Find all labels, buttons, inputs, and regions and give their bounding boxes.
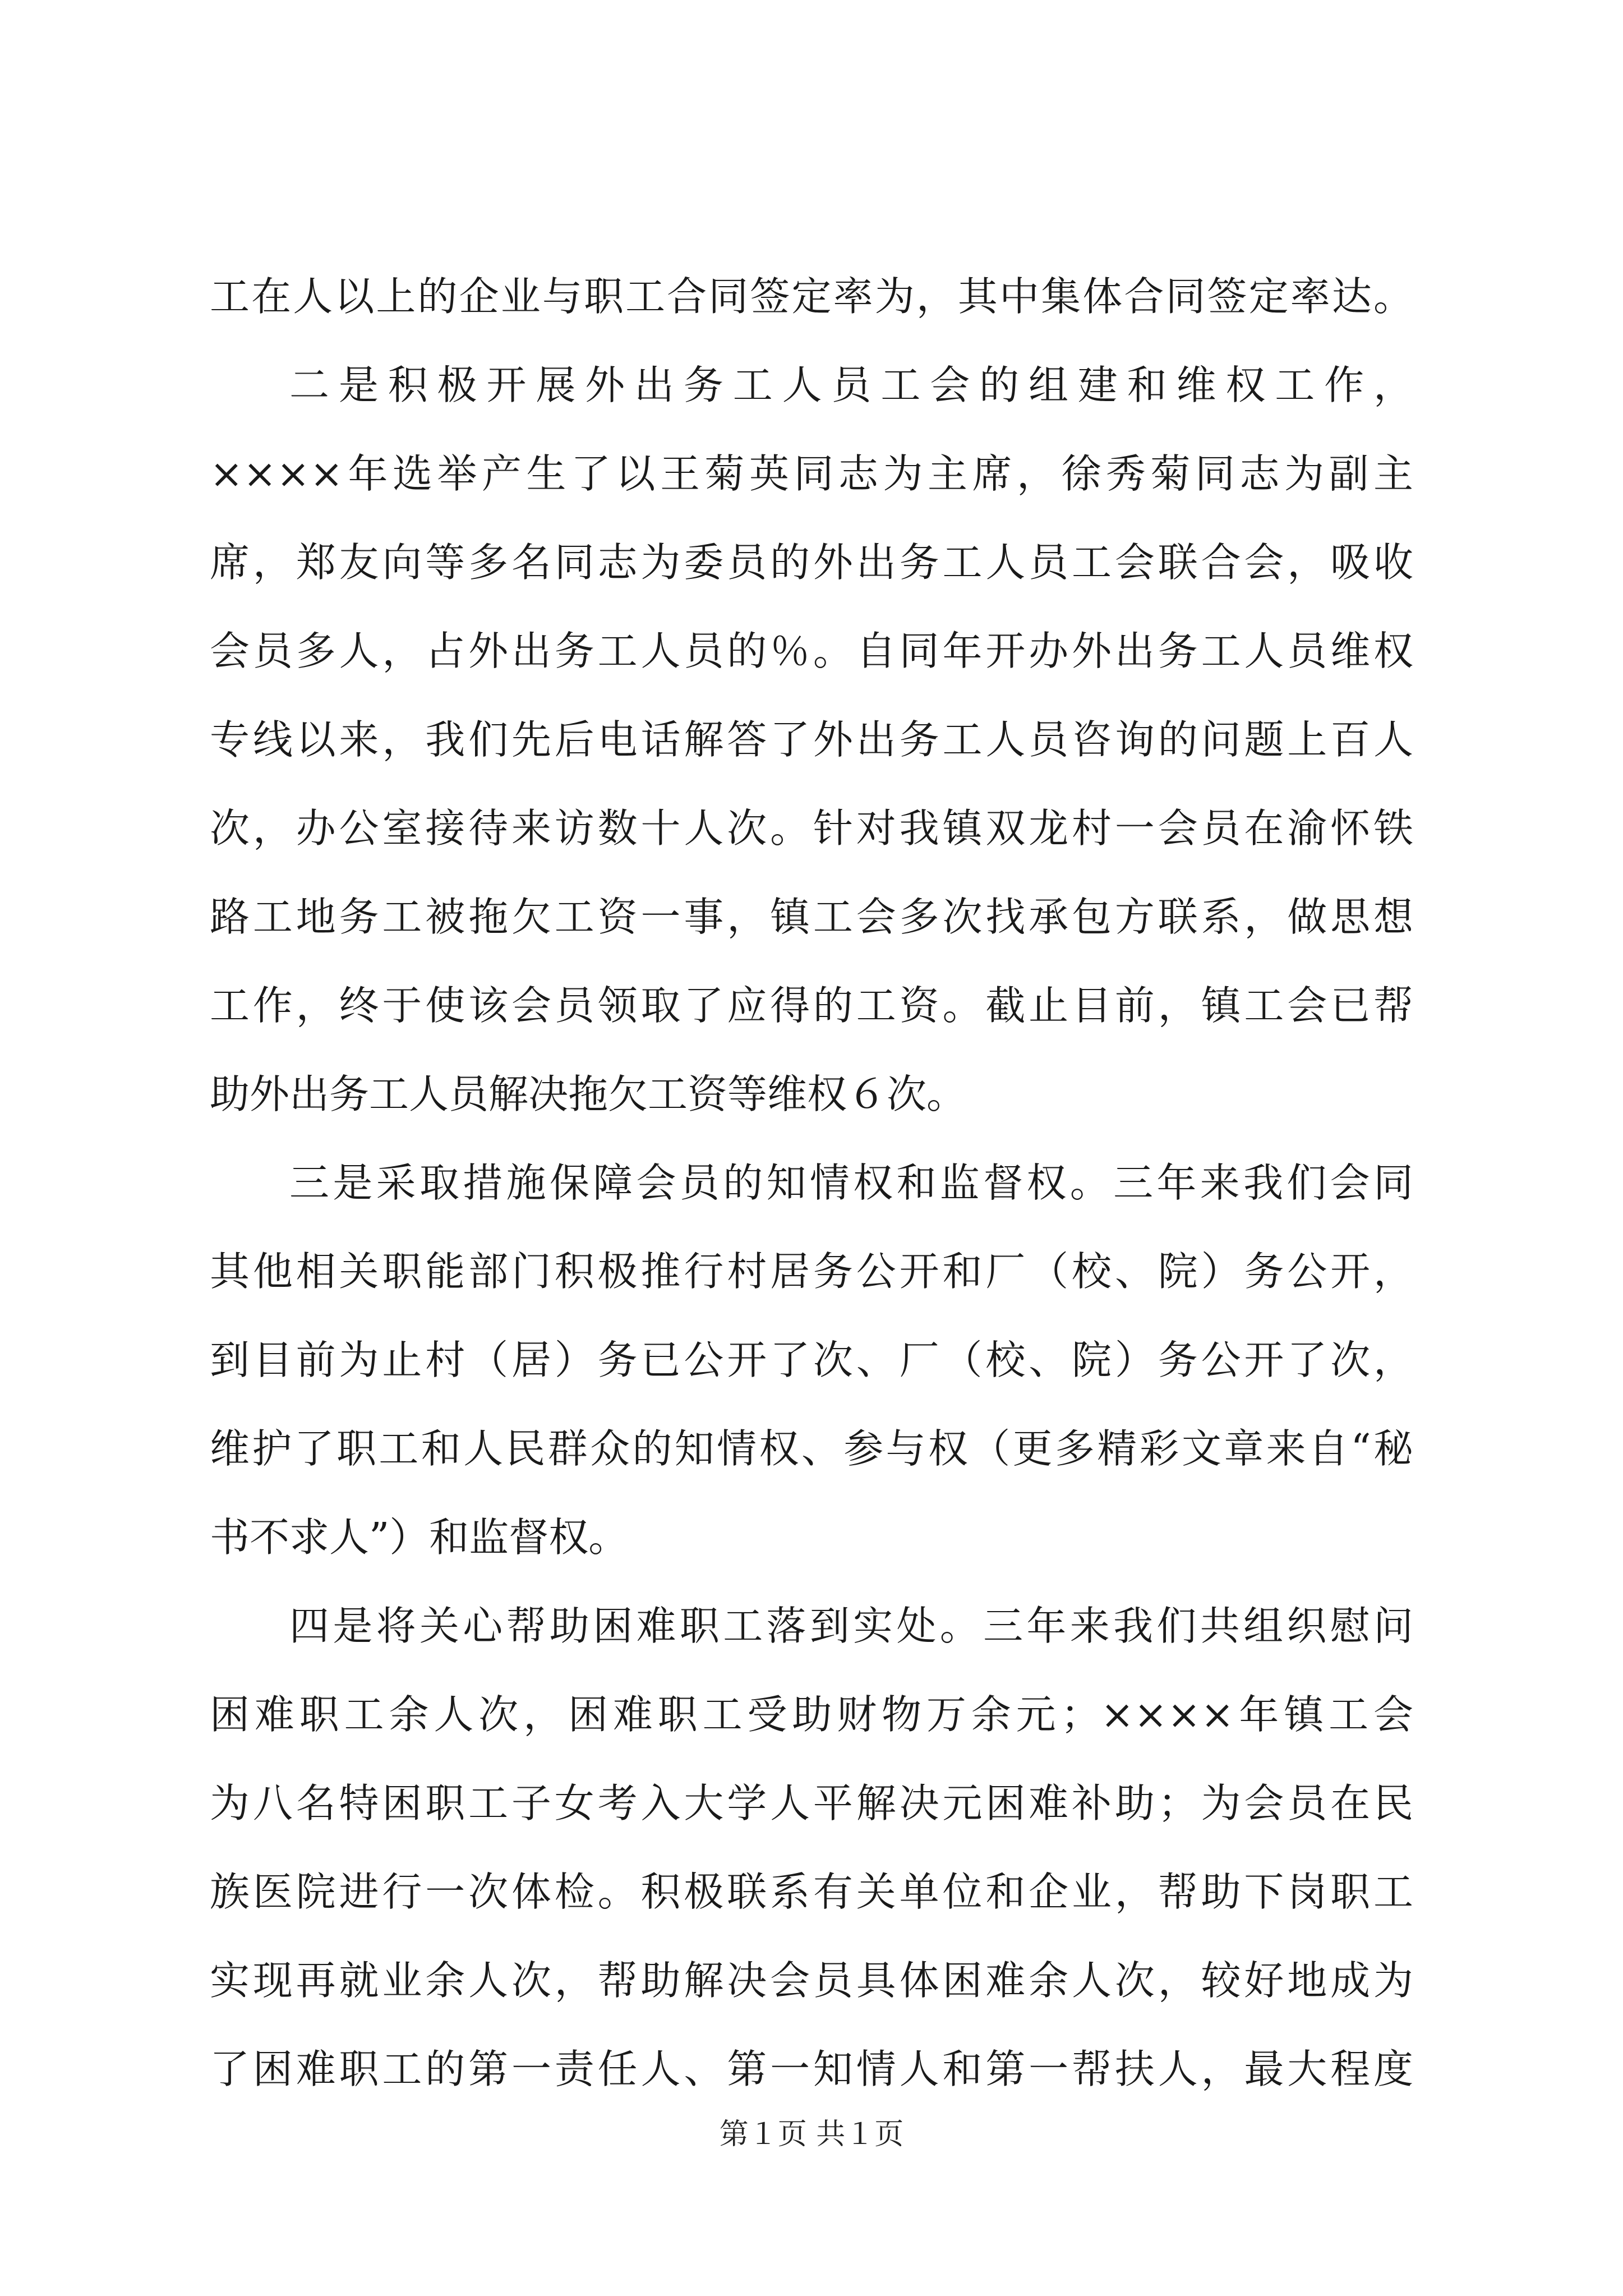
paragraph-end-line: 书不求人”）和监督权。 <box>210 1514 629 1561</box>
text-line: 专线以来，我们先后电话解答了外出务工人员咨询的问题上百人 <box>210 716 1413 763</box>
text-line: 次，办公室接待来访数十人次。针对我镇双龙村一会员在渝怀铁 <box>210 805 1413 852</box>
paragraph-end-line: 助外出务工人员解决拖欠工资等维权６次。 <box>210 1071 967 1117</box>
text-line: ××××年选举产生了以王菊英同志为主席，徐秀菊同志为副主 <box>210 450 1413 497</box>
paragraph-start-line: 三是采取措施保障会员的知情权和监督权。三年来我们会同 <box>289 1159 1413 1206</box>
paragraph-start-line: 四是将关心帮助困难职工落到实处。三年来我们共组织慰问 <box>289 1603 1413 1649</box>
text-line: 到目前为止村（居）务已公开了次、厂（校、院）务公开了次， <box>210 1337 1413 1383</box>
text-line: 实现再就业余人次，帮助解决会员具体困难余人次，较好地成为 <box>210 1957 1413 2004</box>
text-line: 维护了职工和人民群众的知情权、参与权（更多精彩文章来自“秘 <box>210 1425 1413 1472</box>
text-line: 席，郑友向等多名同志为委员的外出务工人员工会联合会，吸收 <box>210 539 1413 586</box>
text-line: 路工地务工被拖欠工资一事，镇工会多次找承包方联系，做思想 <box>210 894 1413 940</box>
page-footer: 第１页 共１页 <box>719 2118 904 2151</box>
text-line: 工作，终于使该会员领取了应得的工资。截止目前，镇工会已帮 <box>210 982 1413 1029</box>
document-body <box>210 252 1413 2114</box>
text-line: 为八名特困职工子女考入大学人平解决元困难补助；为会员在民 <box>210 1780 1413 1826</box>
text-line: 了困难职工的第一责任人、第一知情人和第一帮扶人，最大程度 <box>210 2046 1413 2092</box>
text-line: 困难职工余人次，困难职工受助财物万余元；××××年镇工会 <box>210 1691 1413 1738</box>
text-line: 族医院进行一次体检。积极联系有关单位和企业，帮助下岗职工 <box>210 1869 1413 1915</box>
text-line: 其他相关职能部门积极推行村居务公开和厂（校、院）务公开， <box>210 1248 1413 1295</box>
paragraph-start-line: 二是积极开展外出务工人员工会的组建和维权工作， <box>289 362 1413 408</box>
text-line: 会员多人，占外出务工人员的％。自同年开办外出务工人员维权 <box>210 628 1413 674</box>
text-line: 工在人以上的企业与职工合同签定率为，其中集体合同签定率达。 <box>210 273 1413 320</box>
